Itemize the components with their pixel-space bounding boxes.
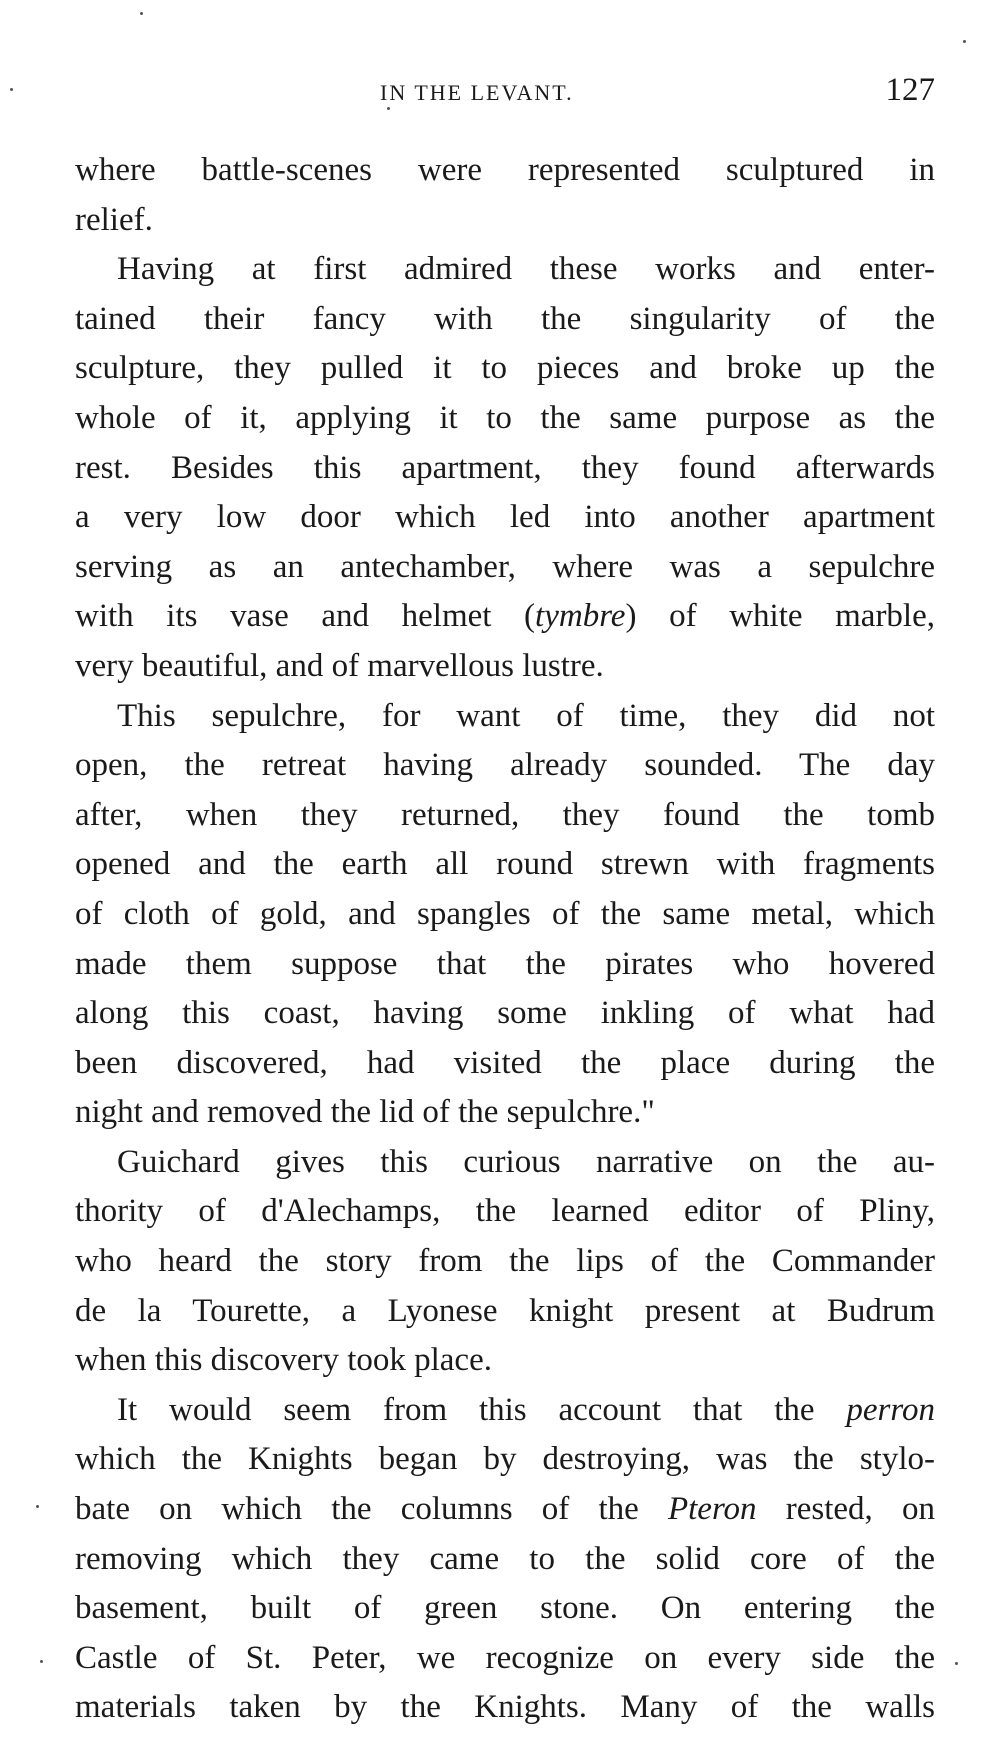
- italic-term: tymbre: [535, 598, 626, 635]
- paragraph-5: [75, 1386, 935, 1733]
- text-line: de la Tourette, a Lyonese knight present at Budrum: [75, 1292, 935, 1329]
- text-line: opened and the earth all round strewn with fragments: [75, 846, 935, 883]
- text-line: night and removed the lid of the sepulchre.": [75, 1094, 655, 1131]
- running-head-title: IN THE LEVANT.: [380, 80, 574, 105]
- text-fragment: It would seem from this account that the: [117, 1391, 847, 1428]
- text-line: Castle of St. Peter, we recognize on every side the: [75, 1639, 935, 1676]
- text-line: been discovered, had visited the place during the: [75, 1044, 935, 1081]
- text-line: This sepulchre, for want of time, they did not: [117, 697, 935, 734]
- text-line: [75, 1485, 935, 1535]
- text-line: [75, 592, 935, 642]
- paragraph-4: [75, 1138, 935, 1386]
- text-line: of cloth of gold, and spangles of the same metal, which: [75, 895, 935, 932]
- text-line: who heard the story from the lips of the Commander: [75, 1243, 935, 1280]
- text-line: along this coast, having some inkling of what had: [75, 995, 935, 1032]
- text-line: sculpture, they pulled it to pieces and broke up the: [75, 350, 935, 387]
- scan-speck: [140, 12, 143, 15]
- page-number: 127: [885, 72, 935, 108]
- text-line: which the Knights began by destroying, was the stylo-: [75, 1441, 935, 1478]
- scan-speck: [955, 1662, 958, 1665]
- text-line: removing which they came to the solid core of the: [75, 1540, 935, 1577]
- scan-speck: [36, 1505, 39, 1508]
- italic-term: perron: [846, 1391, 935, 1428]
- text-line: [75, 1386, 935, 1436]
- paragraph-2: [75, 245, 935, 691]
- text-line: whole of it, applying it to the same purpose as the: [75, 399, 935, 436]
- text-fragment: bate on which the columns of the: [75, 1491, 668, 1528]
- text-line: basement, built of green stone. On entering the: [75, 1590, 935, 1627]
- text-line: after, when they returned, they found the tomb: [75, 796, 935, 833]
- text-line: thority of d'Alechamps, the learned editor of Pliny,: [75, 1193, 935, 1230]
- text-line: rest. Besides this apartment, they found afterwards: [75, 449, 935, 486]
- italic-term: Pteron: [667, 1491, 757, 1528]
- text-line: open, the retreat having already sounded. The day: [75, 747, 935, 784]
- text-fragment: ) of white marble,: [625, 598, 936, 635]
- running-head: [75, 72, 935, 112]
- scan-speck: [40, 1660, 43, 1663]
- scan-speck: [10, 88, 13, 91]
- scan-speck: [387, 107, 390, 110]
- text-line: very beautiful, and of marvellous lustre.: [75, 647, 604, 684]
- paragraph-3: [75, 692, 935, 1138]
- text-line: materials taken by the Knights. Many of the walls: [75, 1689, 935, 1726]
- text-line: where battle-scenes were represented sculptured in: [75, 152, 935, 188]
- text-line: made them suppose that the pirates who hovered: [75, 945, 935, 982]
- text-line: tained their fancy with the singularity of the: [75, 300, 935, 337]
- text-line: when this discovery took place.: [75, 1342, 492, 1379]
- text-fragment: rested, on: [756, 1491, 936, 1528]
- text-line: Guichard gives this curious narrative on the au-: [117, 1143, 935, 1180]
- text-line: Having at first admired these works and enter-: [117, 251, 935, 288]
- scan-speck: [963, 40, 966, 43]
- text-line: relief.: [75, 201, 153, 238]
- paragraph-1: [75, 146, 935, 245]
- text-line: a very low door which led into another apartment: [75, 499, 935, 536]
- text-line: serving as an antechamber, where was a sepulchre: [75, 548, 935, 585]
- text-fragment: with its vase and helmet (: [75, 598, 536, 635]
- body-text: [75, 146, 935, 1733]
